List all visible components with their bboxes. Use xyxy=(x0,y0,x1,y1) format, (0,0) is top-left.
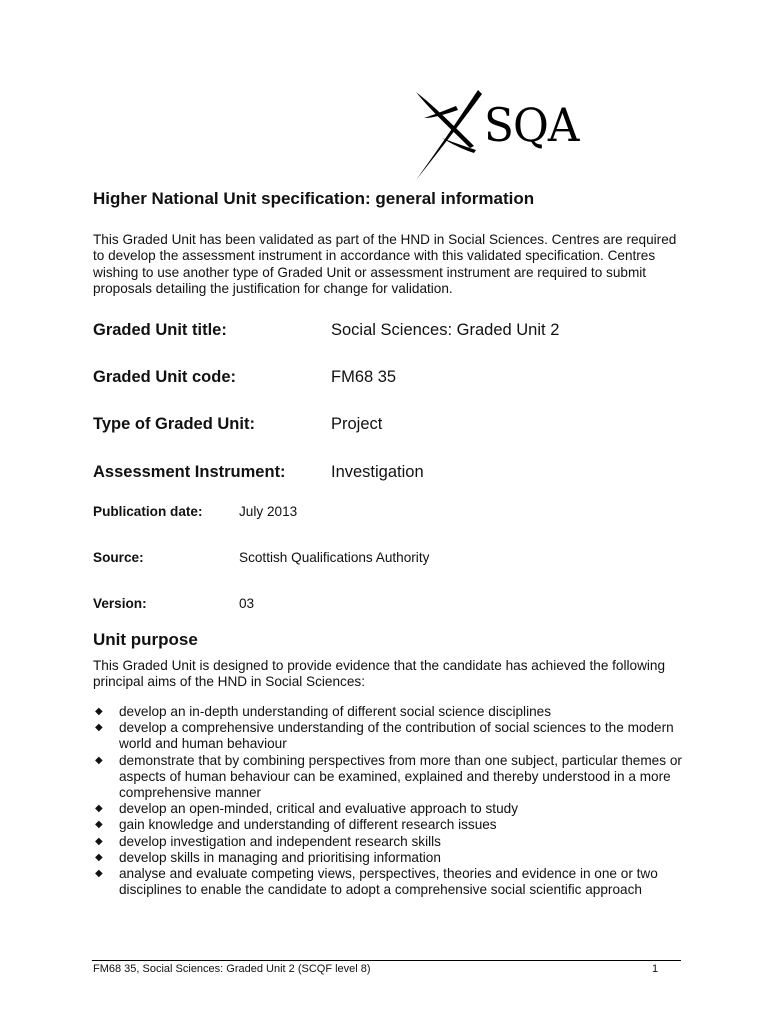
diamond-bullet-icon: ◆ xyxy=(95,706,103,717)
footer-divider xyxy=(92,960,681,961)
detail-label: Graded Unit title: xyxy=(93,321,227,339)
logo-wordmark: SQA xyxy=(484,98,579,152)
diamond-bullet-icon: ◆ xyxy=(95,722,103,734)
intro-paragraph: This Graded Unit has been validated as part of the HND in Social Sciences. Centres are required to develop the assessment instrument in accordance with this validated specification. Centres wishing to use another type of Graded Unit or assessment instrument are required to submit proposals detailing the justification for change for validation. xyxy=(93,232,677,297)
page-number: 1 xyxy=(652,963,659,975)
detail-value: Project xyxy=(331,415,383,433)
detail-label: Assessment Instrument: xyxy=(93,463,286,481)
diamond-bullet-icon: ◆ xyxy=(95,754,103,766)
list-item: ◆ develop investigation and independent research skills xyxy=(95,833,441,849)
meta-label: Publication date: xyxy=(93,504,203,519)
section-heading-unit-purpose: Unit purpose xyxy=(93,630,198,649)
list-item: ◆ develop skills in managing and prioritising information xyxy=(95,849,441,865)
detail-value: FM68 35 xyxy=(331,368,397,386)
list-item: ◆ analyse and evaluate competing views, perspectives, theories and evidence in one or two disciplines to enable the candidate to adopt a comprehensive social scientific approach xyxy=(95,866,658,898)
detail-label: Graded Unit code: xyxy=(93,368,237,386)
detail-value: Investigation xyxy=(331,463,424,481)
page-title: Higher National Unit specification: general information xyxy=(93,189,535,208)
detail-value: Social Sciences: Graded Unit 2 xyxy=(331,321,560,339)
diamond-bullet-icon: ◆ xyxy=(95,819,103,831)
diamond-bullet-icon: ◆ xyxy=(95,835,103,847)
list-item: ◆ develop an in-depth understanding of different social science disciplines xyxy=(95,704,552,719)
meta-value: 03 xyxy=(239,596,255,611)
detail-label: Type of Graded Unit: xyxy=(93,415,255,433)
diamond-bullet-icon: ◆ xyxy=(95,868,103,880)
list-item: ◆ demonstrate that by combining perspectives from more than one subject, particular themes or aspects of human behaviour can be examined, explained and thereby understood in a more comprehensive manner xyxy=(95,752,682,801)
footer-text: FM68 35, Social Sciences: Graded Unit 2 (SCQF level 8) xyxy=(93,963,371,975)
diamond-bullet-icon: ◆ xyxy=(95,803,103,815)
meta-label: Version: xyxy=(93,596,147,611)
meta-value: Scottish Qualifications Authority xyxy=(239,550,430,565)
sqa-logo xyxy=(412,84,612,184)
aims-list xyxy=(93,704,693,898)
list-item: ◆ develop an open-minded, critical and evaluative approach to study xyxy=(95,801,519,817)
meta-label: Source: xyxy=(93,550,144,565)
list-item: ◆ gain knowledge and understanding of different research issues xyxy=(95,817,497,833)
saltire-swoosh-icon xyxy=(412,84,492,184)
list-item: ◆ develop a comprehensive understanding of the contribution of social sciences to the modern world and human behaviour xyxy=(95,720,674,752)
meta-value: July 2013 xyxy=(239,504,298,519)
diamond-bullet-icon: ◆ xyxy=(95,851,103,863)
unit-purpose-intro: This Graded Unit is designed to provide evidence that the candidate has achieved the following principal aims of the HND in Social Sciences: xyxy=(93,658,666,690)
